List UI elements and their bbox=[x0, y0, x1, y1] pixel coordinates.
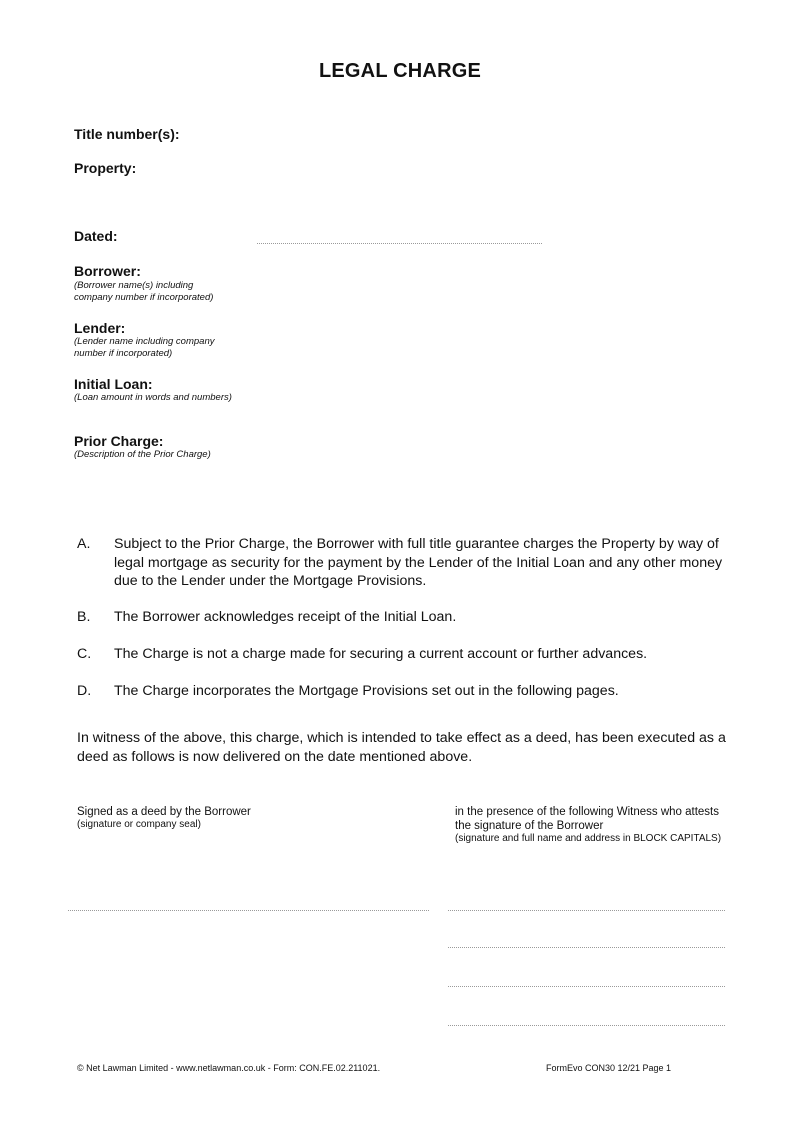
clause-letter: C. bbox=[77, 646, 92, 662]
initial-loan-hint: (Loan amount in words and numbers) bbox=[74, 392, 232, 403]
clause-text: Subject to the Prior Charge, the Borrower with full title guarantee charges the Property by way of legal mortgage as security for the payment by the Lender of the Initial Loan and any other money due to the Lender under the Mortgage Provisions. bbox=[114, 536, 723, 589]
document-title: LEGAL CHARGE bbox=[318, 60, 482, 82]
witness-statement: In witness of the above, this charge, which is intended to take effect as a deed, has been executed as a deed as follows is now delivered on the date mentioned above. bbox=[77, 730, 726, 765]
prior-charge-hint: (Description of the Prior Charge) bbox=[74, 449, 211, 460]
witness-name-line[interactable] bbox=[448, 947, 725, 948]
clause-text: The Borrower acknowledges receipt of the Initial Loan. bbox=[114, 609, 457, 625]
witness-signature-line[interactable] bbox=[448, 910, 725, 911]
witness-signature-title: in the presence of the following Witness who attests the signature of the Borrower bbox=[455, 806, 720, 832]
witness-signature-hint: (signature and full name and address in BLOCK CAPITALS) bbox=[455, 833, 722, 844]
witness-signature-block bbox=[455, 805, 725, 845]
clause-a bbox=[77, 535, 727, 591]
lender-label: Lender: bbox=[74, 320, 126, 336]
witness-address-line-1[interactable] bbox=[448, 986, 725, 987]
borrower-label: Borrower: bbox=[74, 263, 141, 279]
clause-d bbox=[77, 682, 727, 701]
borrower-signature-hint: (signature or company seal) bbox=[77, 819, 201, 830]
borrower-signature-line[interactable] bbox=[68, 910, 429, 911]
borrower-signature-block bbox=[77, 805, 377, 831]
clause-letter: D. bbox=[77, 683, 92, 699]
lender-hint: (Lender name including company number if incorporated) bbox=[74, 336, 215, 359]
prior-charge-label: Prior Charge: bbox=[74, 433, 164, 449]
borrower-signature-title: Signed as a deed by the Borrower bbox=[77, 806, 251, 818]
witness-address-line-2[interactable] bbox=[448, 1025, 725, 1026]
property-label: Property: bbox=[74, 160, 137, 176]
clause-letter: B. bbox=[77, 609, 91, 625]
dated-input-line[interactable] bbox=[257, 243, 542, 244]
clause-text: The Charge is not a charge made for securing a current account or further advances. bbox=[114, 646, 648, 662]
clause-c bbox=[77, 645, 727, 664]
footer-page-info: FormEvo CON30 12/21 Page 1 bbox=[546, 1063, 672, 1073]
initial-loan-label: Initial Loan: bbox=[74, 376, 153, 392]
footer-copyright: © Net Lawman Limited - www.netlawman.co.uk - Form: CON.FE.02.211021. bbox=[77, 1063, 381, 1073]
clause-b bbox=[77, 608, 727, 627]
clause-letter: A. bbox=[77, 536, 91, 552]
clause-text: The Charge incorporates the Mortgage Provisions set out in the following pages. bbox=[114, 683, 619, 699]
borrower-hint: (Borrower name(s) including company number if incorporated) bbox=[74, 280, 214, 303]
title-numbers-label: Title number(s): bbox=[74, 126, 180, 142]
dated-label: Dated: bbox=[74, 228, 118, 244]
